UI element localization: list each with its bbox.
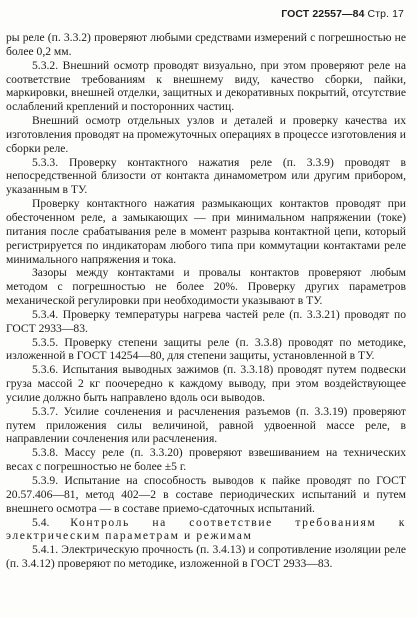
paragraph-continuation: ры реле (п. 3.3.2) проверяют любыми средствами измерений с погрешностью не более 0,2 мм. [6, 31, 406, 58]
section-heading-5-4 [6, 516, 406, 544]
paragraph-5-3-5: 5.3.5. Проверку степени защиты реле (п. 3.3.8) проводят по методике, изложенной в ГОСТ 14254—80, для степени защиты, установленной в ТУ. [6, 335, 406, 363]
standard-number: ГОСТ 22557—84 [281, 8, 365, 20]
paragraph-5-3-2: 5.3.2. Внешний осмотр проводят визуально, при этом проверяют реле на соответствие требованиям к внешнему виду, качество сборки, пайки, маркировки, внешней отделки, защитных и декоративных покрытий, отсутствие ослаблений креплений и посторонних частиц. [6, 58, 406, 114]
paragraph-5-3-3: 5.3.3. Проверку контактного нажатия реле (п. 3.3.9) проводят в непосредственной близости от контакта динамометром или другим прибором, указанным в ТУ. [6, 155, 406, 197]
paragraph-5-3-4: 5.3.4. Проверку температуры нагрева частей реле (п. 3.3.21) проводят по ГОСТ 2933—83. [6, 307, 406, 335]
paragraph-5-3-8: 5.3.8. Массу реле (п. 3.3.20) проверяют взвешиванием на технических весах с погрешностью не более ±5 г. [6, 446, 406, 474]
paragraph-contact-pressure: Проверку контактного нажатия размыкающих контактов проводят при обесточенном реле, а замыкающих — при минимальном напряжении (токе) питания после срабатывания реле в момент разрыва контактной цепи, который регистрируется по индикаторам любого типа при коммутации контактами реле минимального напряжения и тока. [6, 197, 406, 266]
paragraph-contact-gaps: Зазоры между контактами и провалы контактов проверяют любым методом с погрешностью не более 20%. Проверку других параметров механической регулировки при необходимости указывают в ТУ. [6, 266, 406, 308]
page-number: Стр. 17 [367, 8, 404, 20]
paragraph-5-3-6: 5.3.6. Испытания выводных зажимов (п. 3.3.18) проводят путем подвески груза массой 2 кг поочередно к каждому выводу, при этом воздействующее усилие должно быть направлено вдоль оси выводов. [6, 363, 406, 404]
paragraph-5-3-9: 5.3.9. Испытание на способность выводов к пайке проводят по ГОСТ 20.57.406—81, метод 402—2 в составе периодических испытаний и путем внешнего осмотра — в составе приемо-сдаточных испытаний. [6, 474, 406, 515]
paragraph-5-4-1: 5.4.1. Электрическую прочность (п. 3.4.13) и сопротивление изоляции реле (п. 3.4.12) проверяют по методике, изложенной в ГОСТ 2933—83. [6, 543, 406, 571]
page-header [281, 8, 404, 20]
section-title: Контроль на соответствие требованиям к электрическим параметрам и режимам [6, 515, 406, 543]
paragraph-5-3-7: 5.3.7. Усилие сочленения и расчленения разъемов (п. 3.3.19) проверяют путем приложения силы величиной, равной удвоенной массе реле, в направлении сочленения или расчленения. [6, 404, 406, 446]
paragraph-external-inspection: Внешний осмотр отдельных узлов и деталей и проверку качества их изготовления проводят на промежуточных операциях в процессе изготовления и сборки реле. [6, 114, 406, 155]
section-number: 5.4. [32, 515, 50, 529]
body-text [6, 31, 406, 571]
